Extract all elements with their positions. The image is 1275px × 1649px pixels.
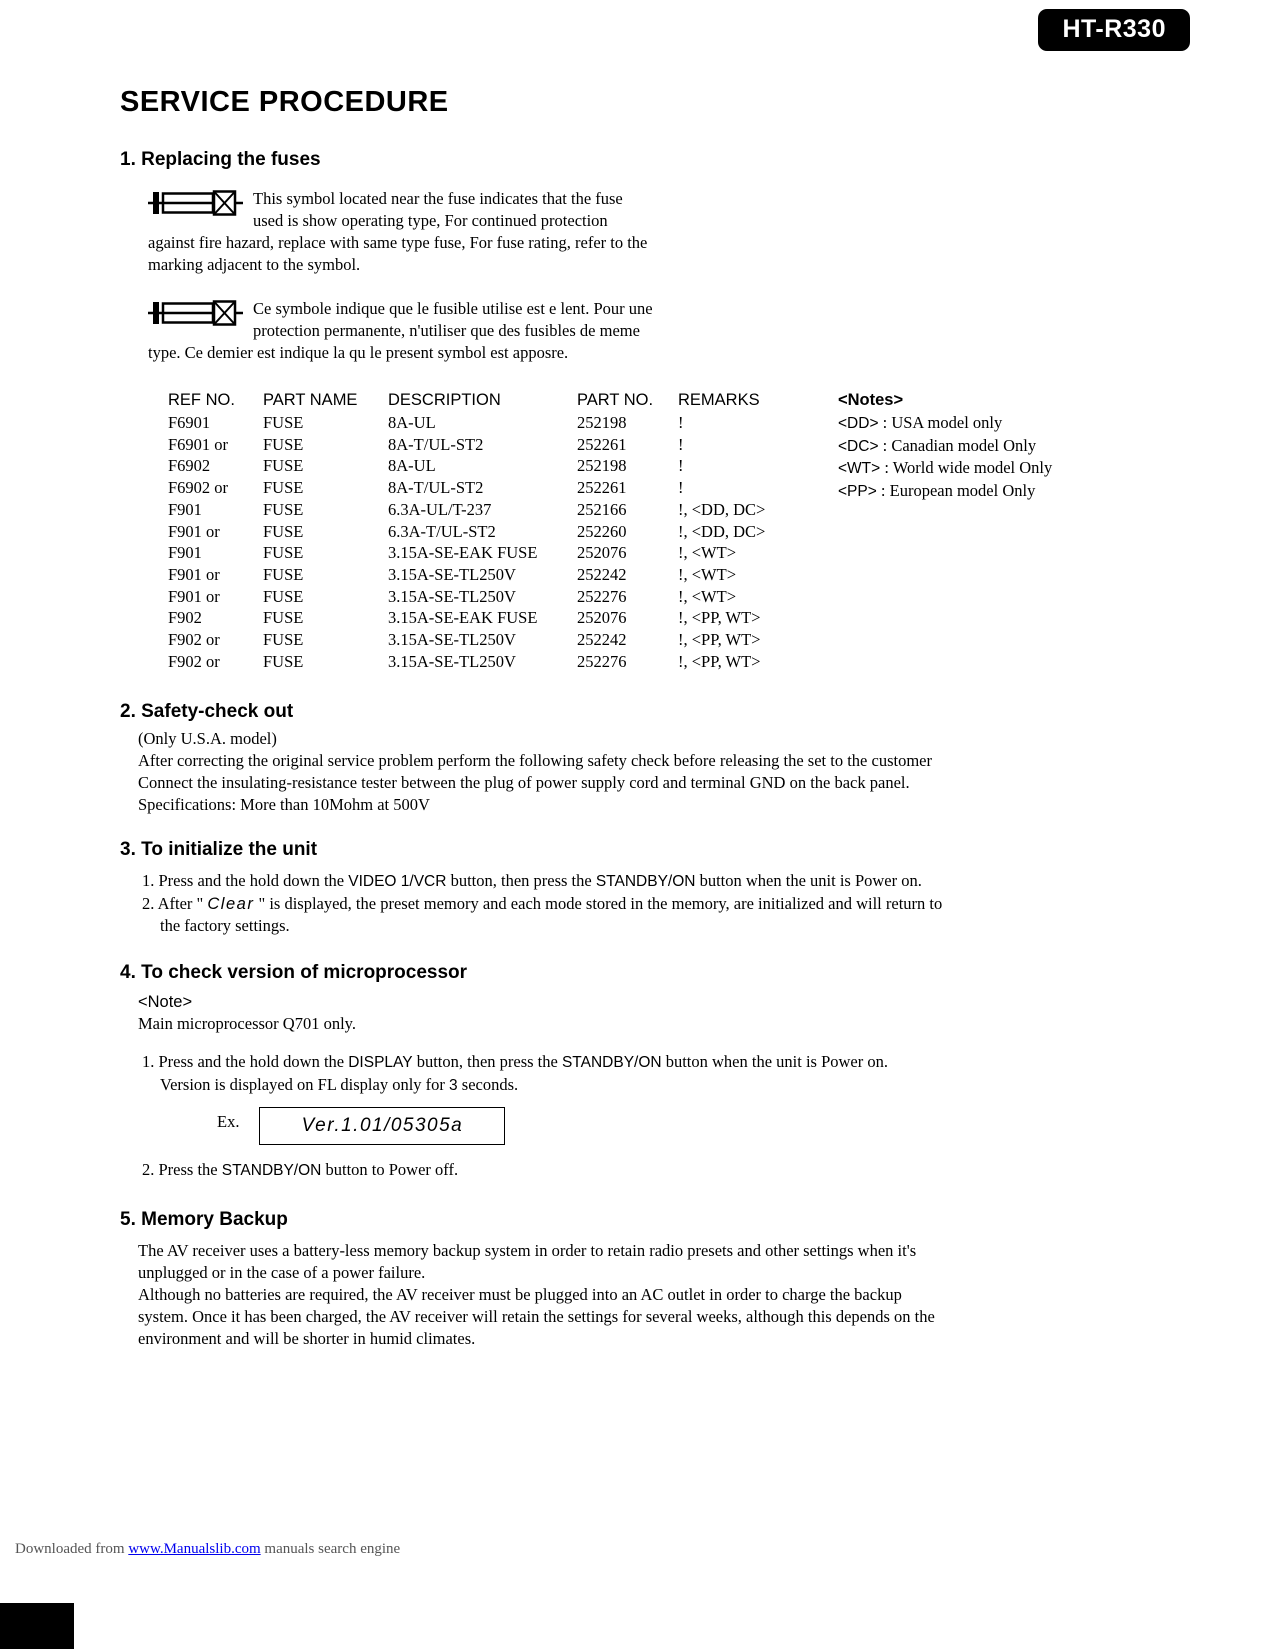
s3-step2 [142, 893, 1215, 915]
col-header-remarks: REMARKS [678, 391, 760, 409]
s4-step1-text: 1. Press and the hold down the [142, 1052, 349, 1072]
fuse-cell-no: 252276 [577, 651, 627, 671]
s3-step2-continuation: the factory settings. [160, 916, 290, 936]
standby-on-button-label: STANDBY/ON [561, 1054, 662, 1072]
fuse-cell-part: FUSE [263, 630, 304, 650]
note-item-tag: <DD> [838, 415, 879, 432]
notes-block [838, 388, 1098, 503]
fuse-cell-remarks: !, <WT> [678, 586, 737, 606]
col-header-part-name: PART NAME [263, 391, 358, 409]
fuse-cell-ref: F902 [168, 608, 202, 628]
fuse-note-english-text: This symbol located near the fuse indicates that the fuse used is show operating type, For continued protection against fire hazard, replace with same type fuse, For fuse rating, refer to the marking adjacent to the symbol. [148, 189, 648, 274]
fuse-table-row [168, 499, 848, 521]
section2-heading: 2. Safety-check out [120, 701, 294, 723]
fuse-cell-remarks: !, <WT> [678, 543, 737, 563]
fuse-cell-part: FUSE [263, 608, 304, 628]
fuse-note-english [148, 188, 653, 276]
col-header-ref-no: REF NO. [168, 391, 235, 409]
note-item-text: : Canadian model Only [878, 435, 1037, 455]
footer-suffix: manuals search engine [260, 1541, 401, 1557]
fuse-table-row [168, 521, 848, 543]
fuse-cell-desc: 3.15A-SE-EAK FUSE [388, 608, 538, 628]
footer [15, 1541, 400, 1558]
fuse-note-french-text: Ce symbole indique que le fusible utilise est e lent. Pour une protection permanente, n'utiliser que des fusibles de meme type. Ce demier est indique la qu le present symbol est apposre. [148, 299, 653, 362]
fuse-cell-ref: F901 or [168, 521, 220, 541]
note-item [838, 412, 1098, 435]
video1-vcr-button-label: VIDEO 1/VCR [348, 873, 447, 891]
s4-step1 [142, 1051, 1215, 1074]
note-item-text: : USA model only [878, 413, 1003, 432]
s3-step1-text: 1. Press and the hold down the [142, 871, 349, 891]
fuse-cell-part: FUSE [263, 586, 304, 606]
s2-line-tester: Connect the insulating-resistance tester between the plug of power supply cord and terminal GND on the back panel. [138, 773, 910, 793]
section3-heading: 3. To initialize the unit [120, 839, 318, 861]
fuse-cell-ref: F6901 or [168, 434, 229, 454]
note-text: Main microprocessor Q701 only. [138, 1014, 356, 1034]
fuse-cell-desc: 8A-T/UL-ST2 [388, 478, 484, 498]
fuse-cell-no: 252076 [577, 608, 627, 628]
fuse-cell-ref: F6902 or [168, 478, 229, 498]
fuse-cell-ref: F902 or [168, 651, 220, 671]
s4-step2 [142, 1159, 1215, 1182]
section3-body [142, 870, 1215, 937]
section4-heading: 4. To check version of microprocessor [120, 962, 468, 984]
clear-display-text: Clear [207, 895, 255, 914]
note-item-tag: <PP> [838, 483, 877, 501]
fuse-cell-ref: F902 or [168, 630, 220, 650]
fuse-cell-ref: F901 or [168, 564, 220, 584]
note-item-text: : European model Only [876, 481, 1036, 501]
fuse-cell-remarks: !, <PP, WT> [678, 651, 761, 671]
scan-corner-mark [0, 1603, 74, 1649]
fuse-cell-part: FUSE [263, 456, 304, 476]
fuse-cell-remarks: !, <PP, WT> [678, 630, 761, 650]
fuse-cell-part: FUSE [263, 521, 304, 541]
example-row [217, 1107, 1215, 1145]
note-item-text: : World wide model Only [880, 458, 1053, 478]
note-item [838, 457, 1098, 480]
fuse-table-row [168, 586, 848, 608]
note-item [838, 480, 1098, 503]
fuse-table-row [168, 651, 848, 673]
s4-version-text: seconds. [457, 1075, 519, 1095]
fuse-cell-desc: 3.15A-SE-TL250V [388, 651, 516, 671]
section5-heading: 5. Memory Backup [120, 1209, 288, 1231]
s4-step2-text: 2. Press the [142, 1160, 222, 1180]
fuse-table-row [168, 607, 848, 629]
fuse-cell-no: 252261 [577, 434, 627, 454]
note-item [838, 435, 1098, 458]
s3-step1-text: button when the unit is Power on. [695, 871, 922, 891]
footer-prefix: Downloaded from [15, 1541, 129, 1557]
fuse-cell-ref: F901 or [168, 586, 220, 606]
fuse-cell-remarks: !, <DD, DC> [678, 499, 766, 519]
fuse-table-row [168, 412, 848, 434]
model-badge: HT-R330 [1038, 9, 1190, 51]
fuse-table-row [168, 542, 848, 564]
notes-title: <Notes> [838, 391, 904, 409]
s2-line-safety-check: After correcting the original service problem perform the following safety check before releasing the set to the customer [138, 751, 932, 771]
fuse-cell-desc: 3.15A-SE-TL250V [388, 630, 516, 650]
fuse-cell-desc: 8A-T/UL-ST2 [388, 434, 484, 454]
s2-line-specifications: Specifications: More than 10Mohm at 500V [138, 795, 430, 815]
fuse-cell-part: FUSE [263, 478, 304, 498]
fuse-cell-no: 252242 [577, 564, 627, 584]
s4-step1-text: button when the unit is Power on. [661, 1052, 888, 1072]
seconds-count: 3 [449, 1077, 458, 1095]
fuse-symbol-icon [148, 300, 243, 332]
section4-note [138, 991, 1215, 1035]
fuse-cell-no: 252276 [577, 586, 627, 606]
fuse-cell-desc: 3.15A-SE-TL250V [388, 586, 516, 606]
fuse-cell-desc: 8A-UL [388, 456, 436, 476]
fuse-cell-ref: F6902 [168, 456, 211, 476]
s3-step2-text: " is displayed, the preset memory and each mode stored in the memory, are initialized and will return to [254, 894, 943, 914]
fuse-cell-no: 252166 [577, 499, 627, 519]
col-header-description: DESCRIPTION [388, 391, 501, 409]
fuse-cell-remarks: ! [678, 478, 684, 498]
fuse-table-row [168, 434, 848, 456]
fuse-cell-part: FUSE [263, 543, 304, 563]
fuse-cell-remarks: ! [678, 434, 684, 454]
s3-step2-text: 2. After " [142, 894, 208, 914]
fuse-cell-no: 252242 [577, 630, 627, 650]
fuse-cell-part: FUSE [263, 564, 304, 584]
fuse-cell-desc: 6.3A-UL/T-237 [388, 499, 492, 519]
memory-backup-paragraph-2: Although no batteries are required, the AV receiver must be plugged into an AC outlet in order to charge the backup system. Once it has been charged, the AV receiver will retain the settings for several weeks, although this depends on the environment and will be shorter in humid climates. [138, 1285, 935, 1349]
manualslib-link[interactable]: www.Manualslib.com [128, 1541, 261, 1557]
fuse-table-header-row [168, 388, 848, 412]
fuse-cell-ref: F901 [168, 543, 202, 563]
note-item-tag: <DC> [838, 437, 879, 455]
fuse-cell-desc: 3.15A-SE-TL250V [388, 564, 516, 584]
fuse-cell-part: FUSE [263, 651, 304, 671]
fuse-cell-no: 252261 [577, 478, 627, 498]
fuse-cell-part: FUSE [263, 434, 304, 454]
fuse-table-row [168, 564, 848, 586]
fuse-cell-desc: 3.15A-SE-EAK FUSE [388, 543, 538, 563]
s4-version-text: Version is displayed on FL display only for [160, 1075, 450, 1095]
fuse-cell-remarks: ! [678, 413, 684, 432]
fuse-cell-remarks: !, <WT> [678, 564, 737, 584]
memory-backup-paragraph-1: The AV receiver uses a battery-less memory backup system in order to retain radio presets and other settings when it's unplugged or in the case of a power failure. [138, 1241, 917, 1283]
fuse-table-row [168, 477, 848, 499]
fuse-cell-no: 252198 [577, 456, 627, 476]
section4-body [142, 1051, 1215, 1182]
fuse-cell-no: 252198 [577, 413, 627, 432]
fuse-cell-remarks: !, <PP, WT> [678, 608, 761, 628]
fuse-cell-desc: 6.3A-T/UL-ST2 [388, 521, 496, 541]
fuse-table-row [168, 455, 848, 477]
fuse-cell-desc: 8A-UL [388, 413, 436, 432]
s4-step2-text: button to Power off. [321, 1160, 459, 1180]
fuse-cell-part: FUSE [263, 499, 304, 519]
note-item-tag: <WT> [838, 460, 881, 478]
section2-body [138, 728, 1215, 816]
s4-step1-text: button, then press the [412, 1052, 562, 1072]
section1-heading: 1. Replacing the fuses [120, 149, 321, 170]
version-display-value: Ver.1.01/05305a [301, 1115, 464, 1137]
fuse-symbol-icon [148, 190, 243, 222]
s3-step1-text: button, then press the [446, 871, 596, 891]
s4-step1-continuation [142, 1074, 1215, 1097]
standby-on-button-label: STANDBY/ON [595, 873, 696, 891]
standby-on-button-label: STANDBY/ON [221, 1162, 322, 1180]
fuse-table [168, 388, 848, 672]
fuse-cell-ref: F901 [168, 499, 202, 519]
s3-step1 [142, 870, 1215, 893]
col-header-part-no: PART NO. [577, 391, 654, 409]
page-title: SERVICE PROCEDURE [120, 86, 449, 118]
fuse-cell-no: 252260 [577, 521, 627, 541]
fuse-cell-ref: F6901 [168, 413, 211, 432]
display-button-label: DISPLAY [348, 1054, 413, 1072]
fuse-cell-remarks: ! [678, 456, 684, 476]
version-display-box [259, 1107, 505, 1145]
s2-line-usa-model: (Only U.S.A. model) [138, 729, 277, 749]
fuse-table-row [168, 629, 848, 651]
fuse-cell-part: FUSE [263, 413, 304, 432]
fuse-cell-no: 252076 [577, 543, 627, 563]
example-label: Ex. [217, 1112, 240, 1132]
fuse-note-french [148, 298, 653, 364]
fuse-cell-remarks: !, <DD, DC> [678, 521, 766, 541]
note-label: <Note> [138, 993, 193, 1012]
section5-body [138, 1240, 1215, 1350]
fuse-table-area [168, 388, 1215, 672]
